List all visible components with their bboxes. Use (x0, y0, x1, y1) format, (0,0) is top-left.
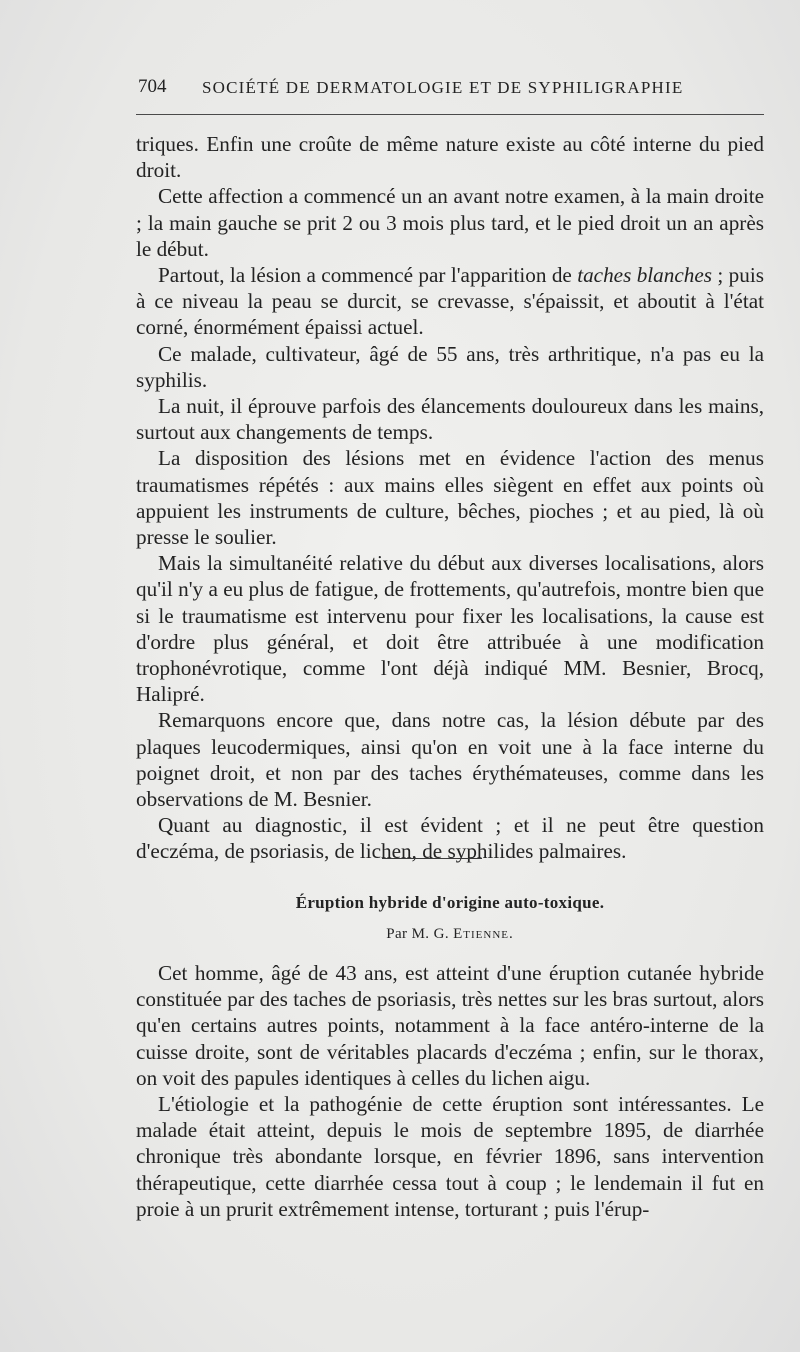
paragraph: Ce malade, cultivateur, âgé de 55 ans, très arthritique, n'a pas eu la syphilis. (136, 341, 764, 392)
byline (136, 926, 764, 943)
running-head (138, 76, 766, 102)
paragraph-partout (136, 262, 764, 341)
byline-prefix: Par M. G. (386, 926, 454, 942)
paragraph: L'étiologie et la pathogénie de cette éruption sont intéressantes. Le malade était atteint, depuis le mois de septembre 1895, de diarrhée chronique très abondante lorsque, en février 1896, sans intervention thérapeutique, cette diarrhée cessa tout à coup ; le lendemain il fut en proie à un prurit extrêmement intense, torturant ; puis l'érup- (136, 1092, 764, 1221)
paragraph: Cet homme, âgé de 43 ans, est atteint d'une éruption cutanée hybride constituée par des taches de psoriasis, très nettes sur les bras surtout, alors qu'en certains autres points, notamment à la face antéro-interne de la cuisse droite, sont de véritables placards d'eczéma ; enfin, sur le thorax, on voit des papules identiques à celles du lichen aigu. (136, 961, 764, 1090)
paragraph: La nuit, il éprouve parfois des élancements douloureux dans les mains, surtout aux changements de temps. (136, 394, 764, 445)
paragraph: Cette affection a commencé un an avant notre examen, à la main droite ; la main gauche se prit 2 ou 3 mois plus tard, et le pied droit un an après le début. (136, 184, 764, 261)
paragraph: Quant au diagnostic, il est évident ; et il ne peut être question d'eczéma, de psoriasis, de lichen, de syphilides palmaires. (136, 813, 764, 864)
page-number: 704 (138, 76, 167, 97)
paragraph: Mais la simultanéité relative du début aux diverses localisations, alors qu'il n'y a eu plus de fatigue, de frottements, qu'autrefois, montre bien que si le traumatisme est intervenu pour fixer les localisations, la cause est d'ordre plus général, et doit être attribuée à une modification trophonévrotique, comme l'ont déjà indiqué MM. Besnier, Brocq, Halipré. (136, 551, 764, 707)
article-title: Éruption hybride d'origine auto-toxique. (295, 893, 605, 912)
paragraph: triques. Enfin une croûte de même nature existe au côté interne du pied droit. (136, 132, 764, 183)
article-2-body (136, 960, 764, 1222)
paragraph-text: Partout, la lésion a commencé par l'apparition de (158, 263, 578, 288)
italic-term: taches blanches (577, 263, 713, 288)
section-divider (382, 858, 482, 859)
paragraph: La disposition des lésions met en évidence l'action des menus traumatismes répétés : aux mains elles siègent en effet aux points où appuient les instruments de culture, bêches, pioches ; et au pied, là où presse le soulier. (136, 446, 764, 550)
article-1-body (136, 131, 764, 865)
journal-title: SOCIÉTÉ DE DERMATOLOGIE ET DE SYPHILIGRAPHIE (202, 78, 684, 97)
paragraph-text: ; puis à ce niveau la peau se durcit, se crevasse, s'épaissit, et aboutit à l'état corné, énormément épaissi actuel. (136, 263, 764, 340)
header-rule (136, 114, 764, 115)
byline-author: Etienne. (453, 926, 514, 942)
paragraph: Remarquons encore que, dans notre cas, la lésion débute par des plaques leucodermiques, ainsi qu'on en voit une à la face interne du poignet droit, et non par des taches érythémateuses, comme dans les observations de M. Besnier. (136, 708, 764, 812)
